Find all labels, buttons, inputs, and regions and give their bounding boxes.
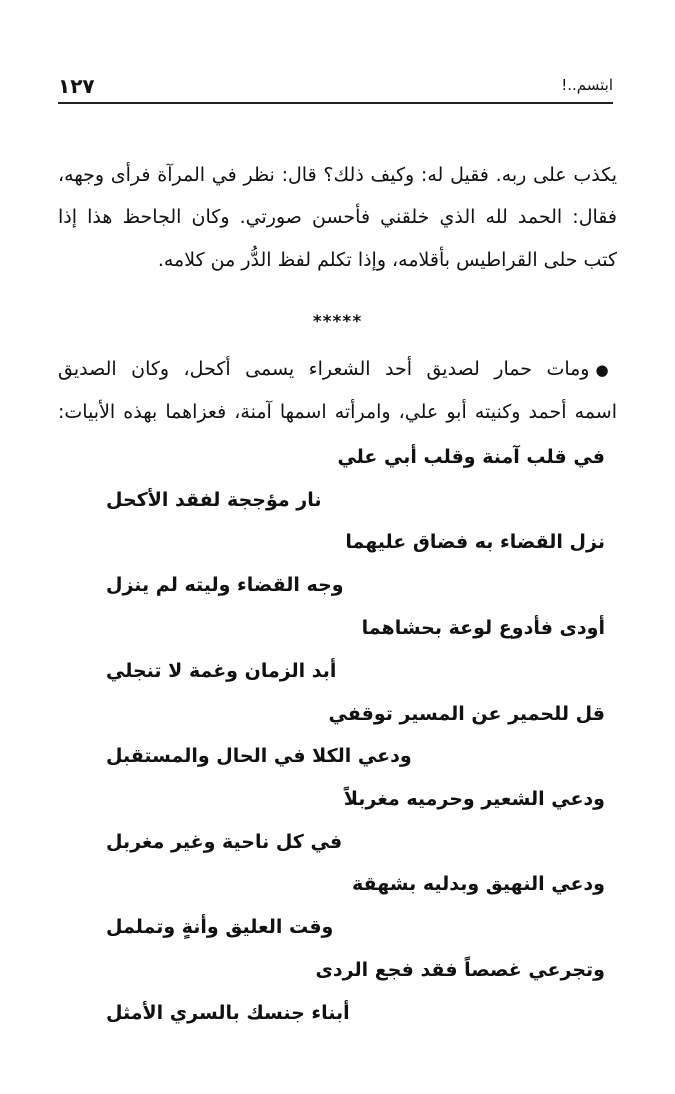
page-header bbox=[58, 72, 613, 106]
page-number: ١٢٧ bbox=[58, 74, 95, 98]
paragraph-text: ومات حمار لصديق أحد الشعراء يسمى أكحل، وكان الصديق bbox=[58, 358, 590, 380]
poem-verse: وجه القضاء وليته لم ينزل bbox=[106, 574, 344, 596]
paragraph-line: اسمه أحمد وكنيته أبو علي، وامرأته اسمها آمنة، فعزاهما بهذه الأبيات: bbox=[58, 401, 617, 423]
poem-verse: وقت العليق وأنةٍ وتململ bbox=[106, 916, 334, 938]
paragraph-line bbox=[58, 349, 617, 389]
poem-verse: ودعي النهيق وبدليه بشهقة bbox=[352, 873, 605, 895]
header-rule bbox=[58, 102, 613, 104]
poem-verse: ودعي الشعير وحرميه مغربلاً bbox=[343, 788, 605, 810]
bullet-icon: ● bbox=[595, 361, 617, 379]
paragraph-line: كتب حلى القراطيس بأقلامه، وإذا تكلم لفظ الدُّر من كلامه. bbox=[157, 249, 617, 271]
poem-verse: أودى فأدوع لوعة بحشاهما bbox=[361, 617, 605, 639]
poem-verse: ودعي الكلا في الحال والمستقبل bbox=[106, 745, 412, 767]
poem-verse: قل للحمير عن المسير توقفي bbox=[328, 703, 605, 725]
running-title: ابتسم..! bbox=[561, 76, 613, 94]
poem-verse: نزل القضاء به فضاق عليهما bbox=[345, 531, 605, 553]
poem-verse: في قلب آمنة وقلب أبي علي bbox=[337, 446, 605, 468]
poem-verse: نار مؤججة لفقد الأكحل bbox=[106, 489, 322, 511]
paragraph-line: فقال: الحمد لله الذي خلقني فأحسن صورتي. وكان الجاحظ هذا إذا bbox=[58, 206, 617, 228]
paragraph-line: يكذب على ربه. فقيل له: وكيف ذلك؟ قال: نظر في المرآة فرأى وجهه، bbox=[58, 164, 617, 186]
poem-verse: أبد الزمان وغمة لا تنجلي bbox=[106, 660, 337, 682]
poem-verse: أبناء جنسك بالسري الأمثل bbox=[106, 1002, 350, 1024]
section-separator: ***** bbox=[312, 312, 363, 332]
poem-verse: وتجرعي غصصاً فقد فجع الردى bbox=[315, 959, 605, 981]
poem-verse: في كل ناحية وغير مغربل bbox=[106, 831, 343, 853]
